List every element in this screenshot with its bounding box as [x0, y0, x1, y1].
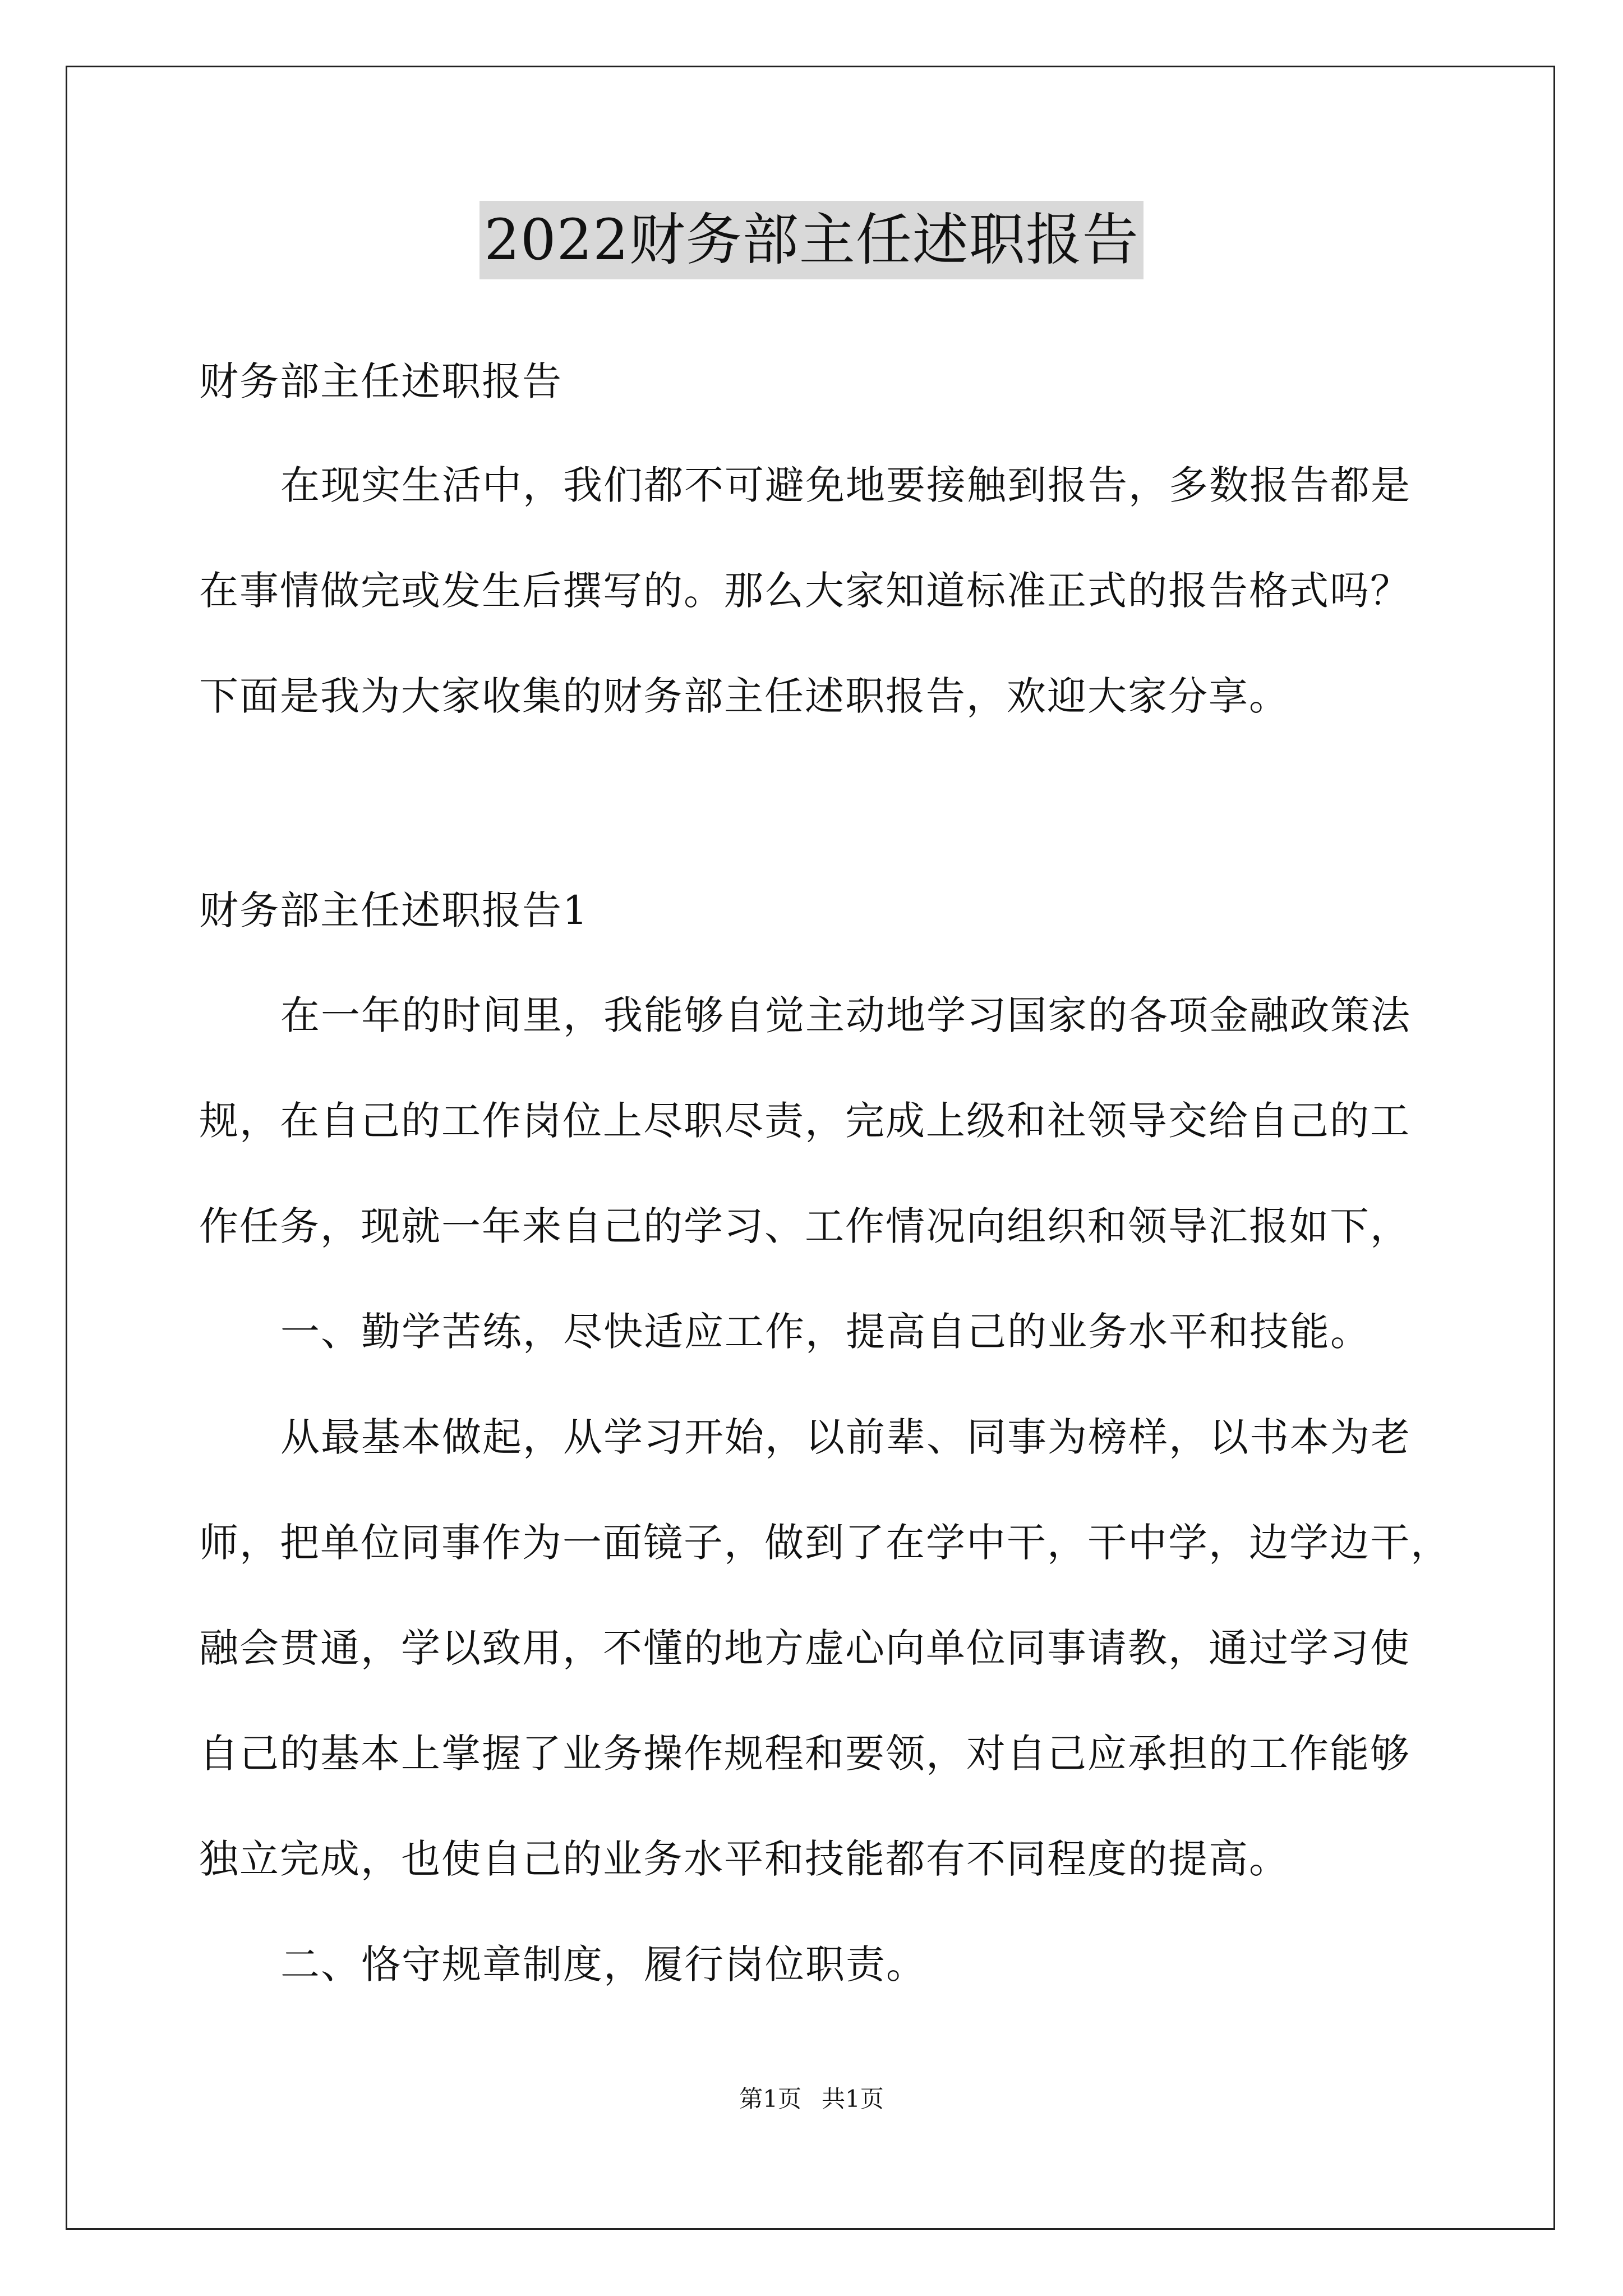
intro-line: 在事情做完或发生后撰写的。那么大家知道标准正式的报告格式吗？ [199, 568, 1410, 614]
page-number: 第1页 [739, 2085, 801, 2113]
page-total: 共1页 [822, 2085, 884, 2113]
body-line: 融会贯通，学以致用，不懂的地方虚心向单位同事请教，通过学习使 [199, 1625, 1410, 1671]
document-title: 2022财务部主任述职报告 [479, 201, 1144, 279]
document-subtitle: 财务部主任述职报告 [199, 358, 562, 404]
body-line: 自己的基本上掌握了业务操作规程和要领，对自己应承担的工作能够 [199, 1731, 1410, 1777]
body-line: 作任务，现就一年来自己的学习、工作情况向组织和领导汇报如下， [199, 1203, 1410, 1249]
title-container [0, 201, 1623, 279]
body-line: 在一年的时间里，我能够自觉主动地学习国家的各项金融政策法 [280, 992, 1411, 1038]
section-heading: 财务部主任述职报告1 [199, 887, 589, 933]
intro-line: 在现实生活中，我们都不可避免地要接触到报告，多数报告都是 [280, 462, 1411, 508]
body-line: 一、勤学苦练，尽快适应工作，提高自己的业务水平和技能。 [280, 1309, 1371, 1355]
intro-line: 下面是我为大家收集的财务部主任述职报告，欢迎大家分享。 [199, 673, 1289, 719]
body-line: 二、恪守规章制度，履行岗位职责。 [280, 1941, 926, 1987]
body-line: 师，把单位同事作为一面镜子，做到了在学中干，干中学，边学边干， [199, 1520, 1451, 1566]
body-line: 规，在自己的工作岗位上尽职尽责，完成上级和社领导交给自己的工 [199, 1098, 1410, 1144]
body-line: 独立完成，也使自己的业务水平和技能都有不同程度的提高。 [199, 1836, 1289, 1882]
body-line: 从最基本做起，从学习开始，以前辈、同事为榜样，以书本为老 [280, 1414, 1411, 1460]
page-footer [0, 2082, 1623, 2116]
